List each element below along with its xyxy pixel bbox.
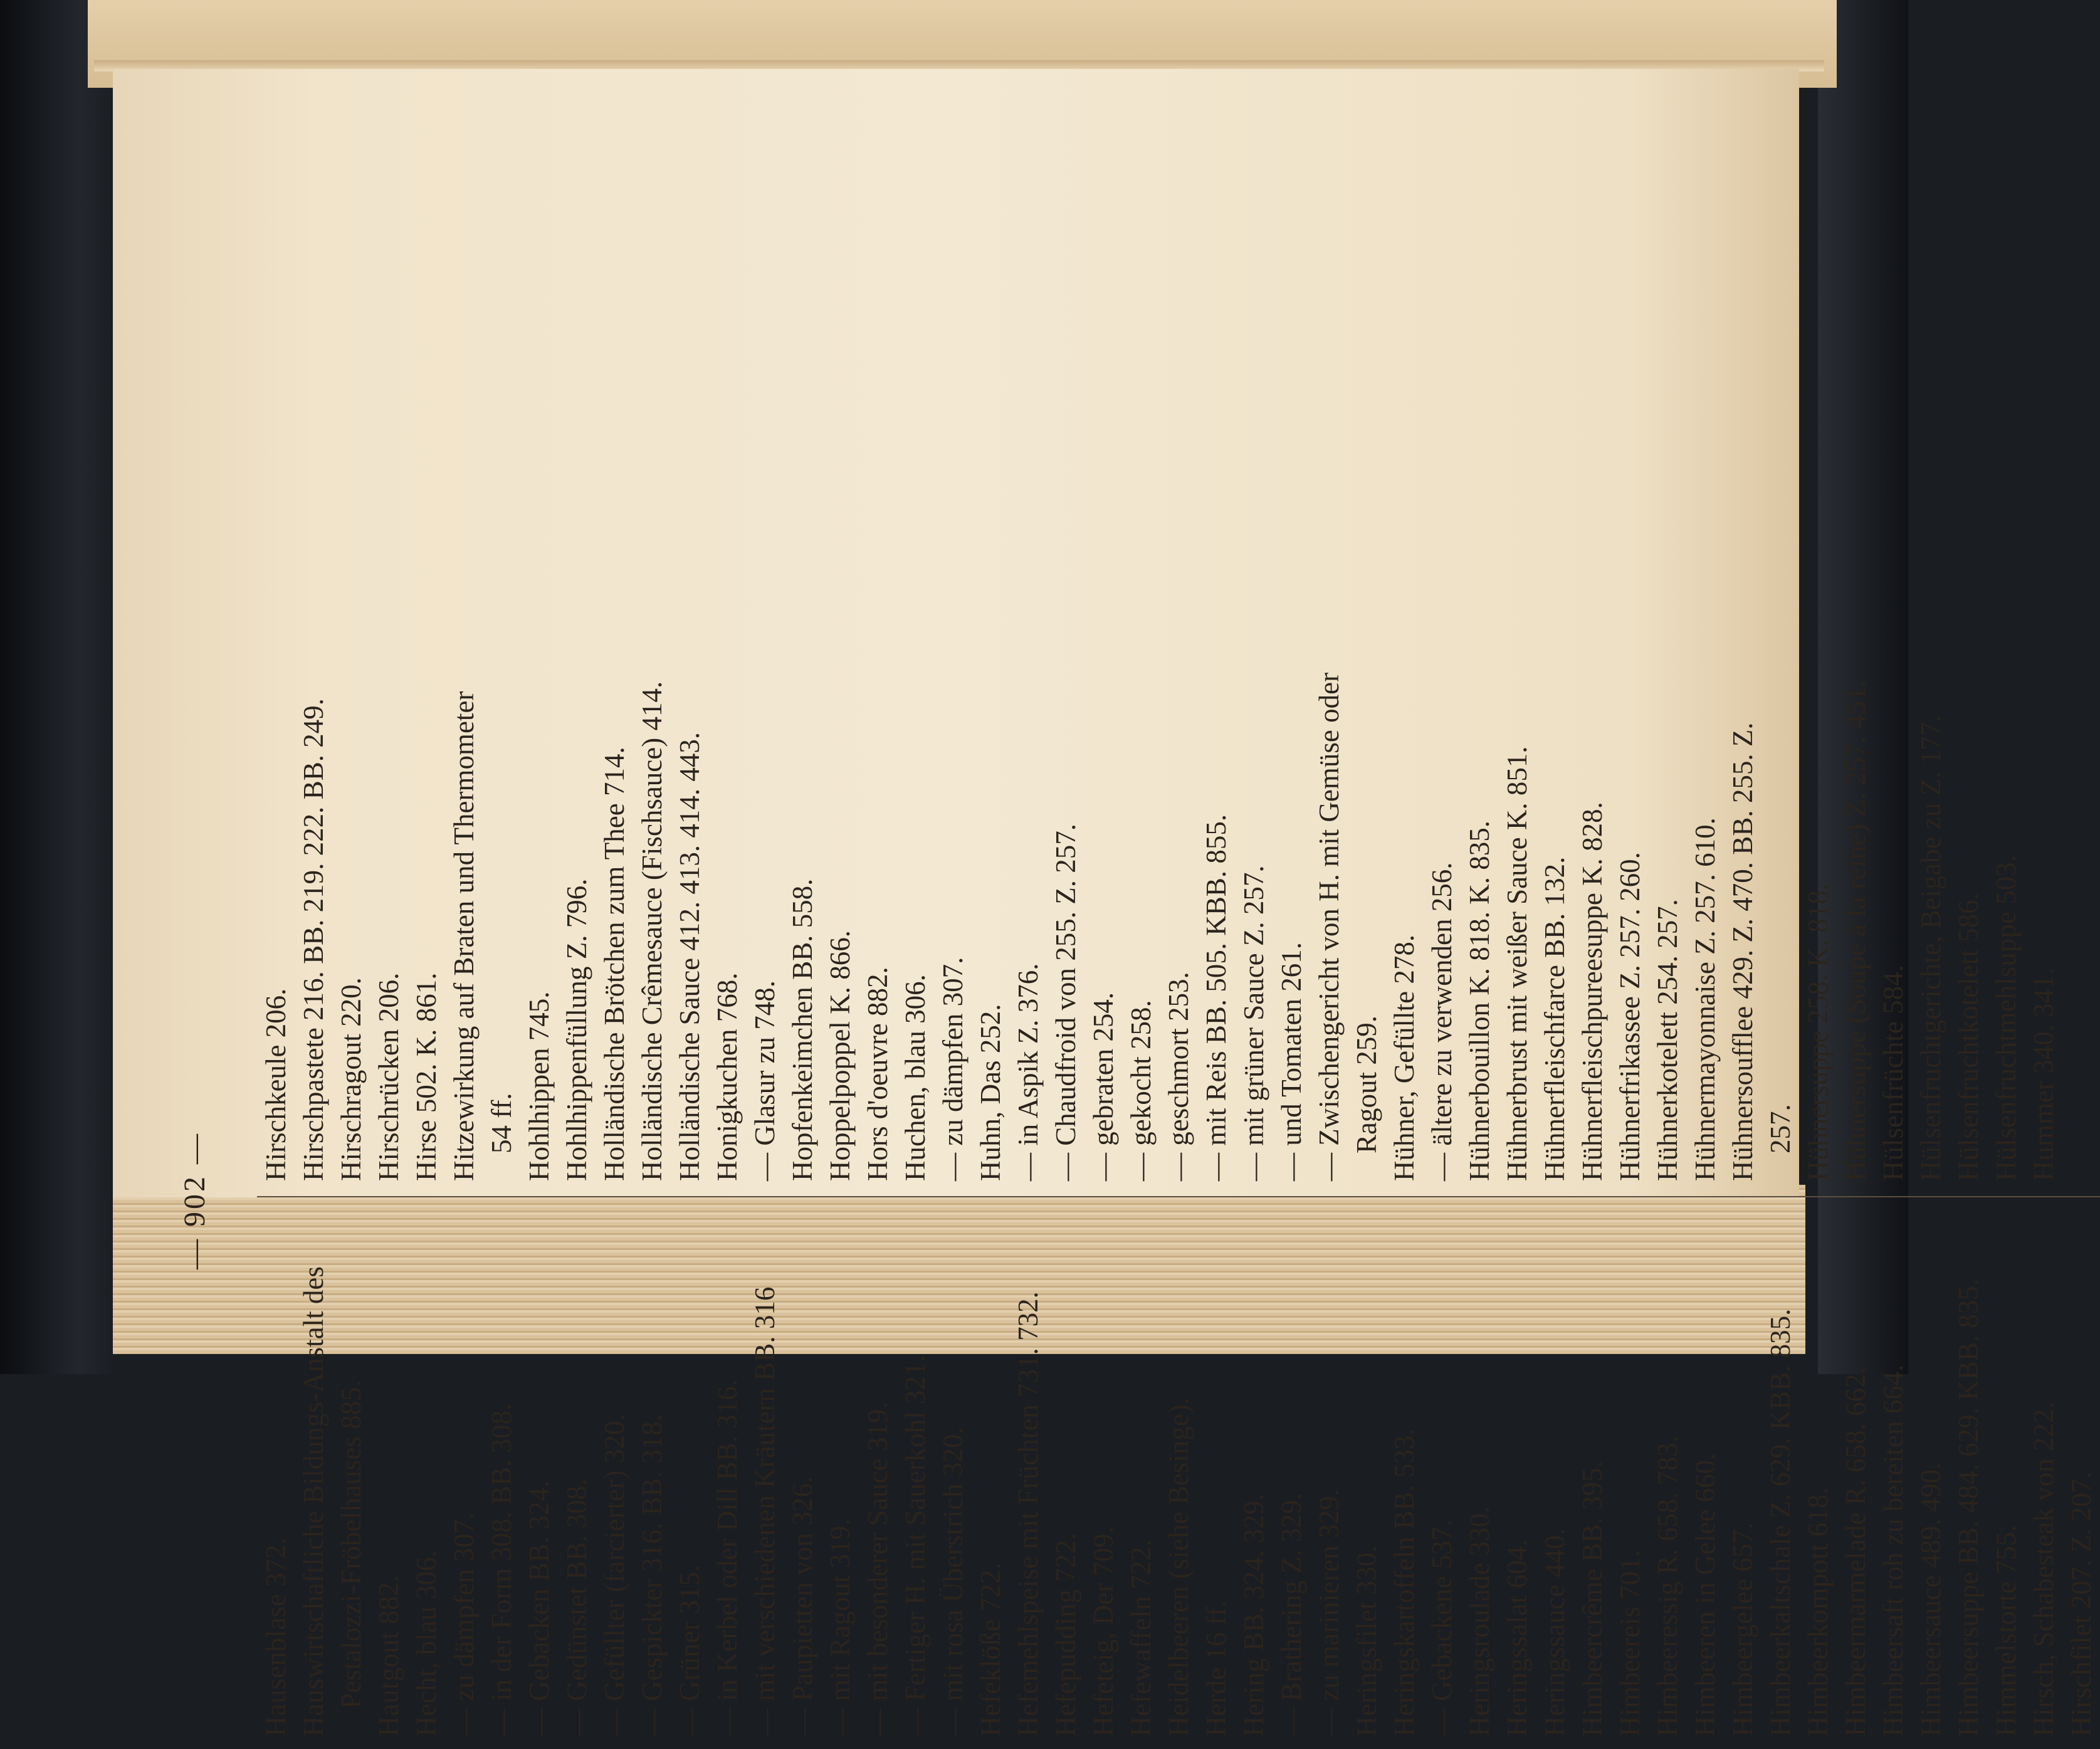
index-entry: — gebraten 254. [1088, 992, 1119, 1181]
index-entry: Hirse 502. K. 861. [411, 972, 442, 1181]
index-entry: Hefewaffeln 722. [1125, 1539, 1157, 1736]
index-entry: — mit rosa Überstrich 320. [937, 1427, 969, 1736]
index-entry: Holländische Sauce 412. 413. 414. 443. [674, 732, 705, 1181]
index-entry: Himbeersaft roh zu bereiten 664. [1877, 1364, 1909, 1736]
index-entry: Himbeerkompott 618. [1802, 1487, 1834, 1736]
index-entry: Hirsch, Schabesteak von 222. [2028, 1402, 2059, 1736]
index-entry: — Fertiger H. mit Sauerkohl 321. [900, 1355, 931, 1736]
page-header [150, 652, 238, 1749]
index-entry: Holländische Crêmesauce (Fischsauce) 414. [636, 681, 668, 1181]
index-entry: — Gebacken BB. 324. [523, 1480, 555, 1736]
index-entry: — mit verschiedenen Kräutern BB. 316 [749, 1286, 780, 1736]
index-entry: Hühnerfleischfarce BB. 132. [1539, 856, 1570, 1181]
index-entry: Huhn, Das 252. [975, 1004, 1006, 1181]
index-entry: — Gefüllter (farcierter) 320. [599, 1414, 630, 1736]
index-entry: Hühnersoufflee 429. Z. 470. BB. 255. Z. 257. [1727, 722, 1796, 1181]
index-entry: — Zwischengericht von H. mit Gemüse oder Ragout 259. [1313, 672, 1382, 1181]
index-entry: Hitzewirkung auf Braten und Thermometer 54 ff. [448, 691, 517, 1181]
index-entry: Hirschfilet 207. Z. 207. [2066, 1471, 2097, 1736]
index-entry: Hühnermayonnaise Z. 257. 610. [1689, 817, 1721, 1181]
index-entry: — gekocht 258. [1125, 1000, 1157, 1181]
index-entry: Heringssalat 604. [1501, 1539, 1533, 1736]
index-entry: Heringsfilet 330. [1351, 1545, 1382, 1736]
index-entry: Hühnersuppe (Soupe à la reine) Z. 257. 451. [1840, 680, 1871, 1181]
index-entry: — mit Reis BB. 505. KBB. 855. [1200, 814, 1232, 1181]
index-entry: Hühnersuppe 258. K. 818. [1802, 883, 1834, 1181]
index-entry: — in Aspik Z. 376. [1012, 963, 1044, 1181]
index-entry: Hohlhippen 745. [523, 991, 555, 1181]
index-entry: Hausenblase 372. [260, 1537, 291, 1736]
index-entry: Hecht, blau 306. [411, 1550, 442, 1736]
index-entry: — Brathering Z. 329. [1276, 1493, 1307, 1736]
index-entry: — zu dämpfen 307. [937, 957, 969, 1181]
index-entry: Hülsenfruchtmehlsuppe 503. [1990, 855, 2022, 1181]
index-entry: Honigkuchen 768. [711, 972, 743, 1181]
page-number: 902 [177, 1174, 211, 1227]
index-entry: — Chaudfroid von 255. Z. 257. [1050, 824, 1081, 1181]
index-entry: Hopfenkeimchen BB. 558. [787, 878, 818, 1181]
index-entry: Hülsenfruchtkotelett 586. [1953, 893, 1984, 1181]
index-entry: Himbeergelee 657. [1727, 1522, 1758, 1736]
index-entry: Hefemehlspeise mit Früchten 731. 732. [1012, 1291, 1044, 1736]
index-entry: Himbeersuppe BB. 484. 629. KBB. 835. [1953, 1279, 1984, 1736]
index-entry: Himbeerkaltschale Z. 629. KBB. 835. [1765, 1308, 1796, 1736]
index-entry: Herde 16 ff. [1200, 1600, 1232, 1736]
index-entry: — Gespickter 316. BB. 318. [636, 1414, 668, 1736]
index-entry: — Grüner 315. [674, 1565, 705, 1736]
index-entry: — zu marinieren 329. [1313, 1489, 1345, 1736]
index-entry: — zu dämpfen 307. [448, 1512, 480, 1736]
dark-background-left [0, 0, 113, 1374]
index-entry: Hühnerkotelett 254. 257. [1652, 899, 1683, 1181]
index-entry: Hirschkeule 206. [260, 988, 291, 1181]
index-entry: Hühnerbouillon K. 818. K. 835. [1464, 821, 1495, 1181]
index-entry: — mit Ragout 319. [824, 1518, 856, 1736]
index-entry: — und Tomaten 261. [1276, 942, 1307, 1181]
dash-right: — [177, 1132, 211, 1174]
index-entry: Hummer 340. 341. [2028, 968, 2059, 1181]
index-entry: Huchen, blau 306. [900, 974, 931, 1181]
index-entry: Himbeereis 701. [1614, 1550, 1646, 1736]
index-entry: Himmelstorte 755. [1990, 1525, 2022, 1736]
index-entry: — in der Form 308. BB. 308. [486, 1403, 517, 1736]
index-entry: Heidelbeeren (siehe Besinge). [1163, 1397, 1194, 1736]
index-entry: Hirschragout 220. [335, 977, 367, 1181]
index-entry: Himbeeressig R. 658. 783. [1652, 1436, 1683, 1736]
left-column [257, 1210, 2100, 1749]
index-entry: Holländische Brötchen zum Thee 714. [599, 747, 630, 1181]
page-content-rotated [150, 652, 2097, 1749]
index-entry: Hering BB. 324. 329. [1238, 1493, 1269, 1736]
index-entry: Heringssauce 440. [1539, 1528, 1570, 1736]
index-entry: — in Kerbel oder Dill BB. 316. [711, 1379, 743, 1736]
index-entry: Hauswirtschaftliche Bildungs-Anstalt des Pestalozzi-Fröbelhauses 885. [298, 1266, 367, 1736]
index-entry: Himbeercrême BB. 395. [1577, 1461, 1608, 1736]
index-entry: — geschmort 253. [1163, 972, 1194, 1181]
index-entry: — ältere zu verwenden 256. [1426, 862, 1457, 1181]
index-entry: Himbeeren in Gelee 660. [1689, 1452, 1721, 1736]
index-entry: Hefeklöße 722. [975, 1562, 1006, 1736]
index-entry: Heringsroulade 330. [1464, 1506, 1495, 1736]
index-entry: Hühnerfrikassee Z. 257. 260. [1614, 852, 1646, 1181]
index-entry: — Paupietten von 326. [787, 1476, 818, 1736]
index-entry: Hülsenfrüchte 584. [1877, 965, 1909, 1181]
index-entry: Hühnerfleischpureesuppe K. 828. [1577, 802, 1608, 1181]
index-entry: Hühner, Gefüllte 278. [1389, 934, 1420, 1181]
right-column [257, 658, 2100, 1197]
index-entry: Heringskartoffeln BB. 533. [1389, 1428, 1420, 1736]
index-entry: — Gebackene 537. [1426, 1519, 1457, 1736]
index-entry: Himbeermarmelade R. 658. 662. [1840, 1367, 1871, 1736]
dash-left: — [177, 1227, 211, 1269]
index-entry: Hoppelpoppel K. 866. [824, 930, 856, 1181]
index-entry: Hefepudding 722. [1050, 1533, 1081, 1736]
index-entry: Hors d'oeuvre 882. [862, 967, 893, 1181]
index-entry: Hohlhippenfüllung Z. 796. [561, 878, 592, 1181]
index-entry: Hefeteig, Der 709. [1088, 1526, 1119, 1736]
index-entry: Hirschrücken 206. [373, 972, 404, 1181]
index-columns [257, 652, 2100, 1749]
index-entry: — Gedünstet BB. 308. [561, 1478, 592, 1736]
index-entry: Hülsenfruchtgerichte, Beigabe zu Z. 177. [1915, 715, 1946, 1181]
index-entry: — mit grüner Sauce Z. 257. [1238, 865, 1269, 1181]
index-entry: Hirschpastete 216. BB. 219. 222. BB. 249. [298, 698, 329, 1181]
index-entry: Himbeersauce 489. 490. [1915, 1462, 1946, 1736]
index-entry: — mit besonderer Sauce 319. [862, 1402, 893, 1736]
index-entry: — Glasur zu 748. [749, 980, 780, 1181]
index-entry: Hautgout 882. [373, 1575, 404, 1736]
index-entry: Hühnerbrust mit weißer Sauce K. 851. [1501, 746, 1533, 1181]
